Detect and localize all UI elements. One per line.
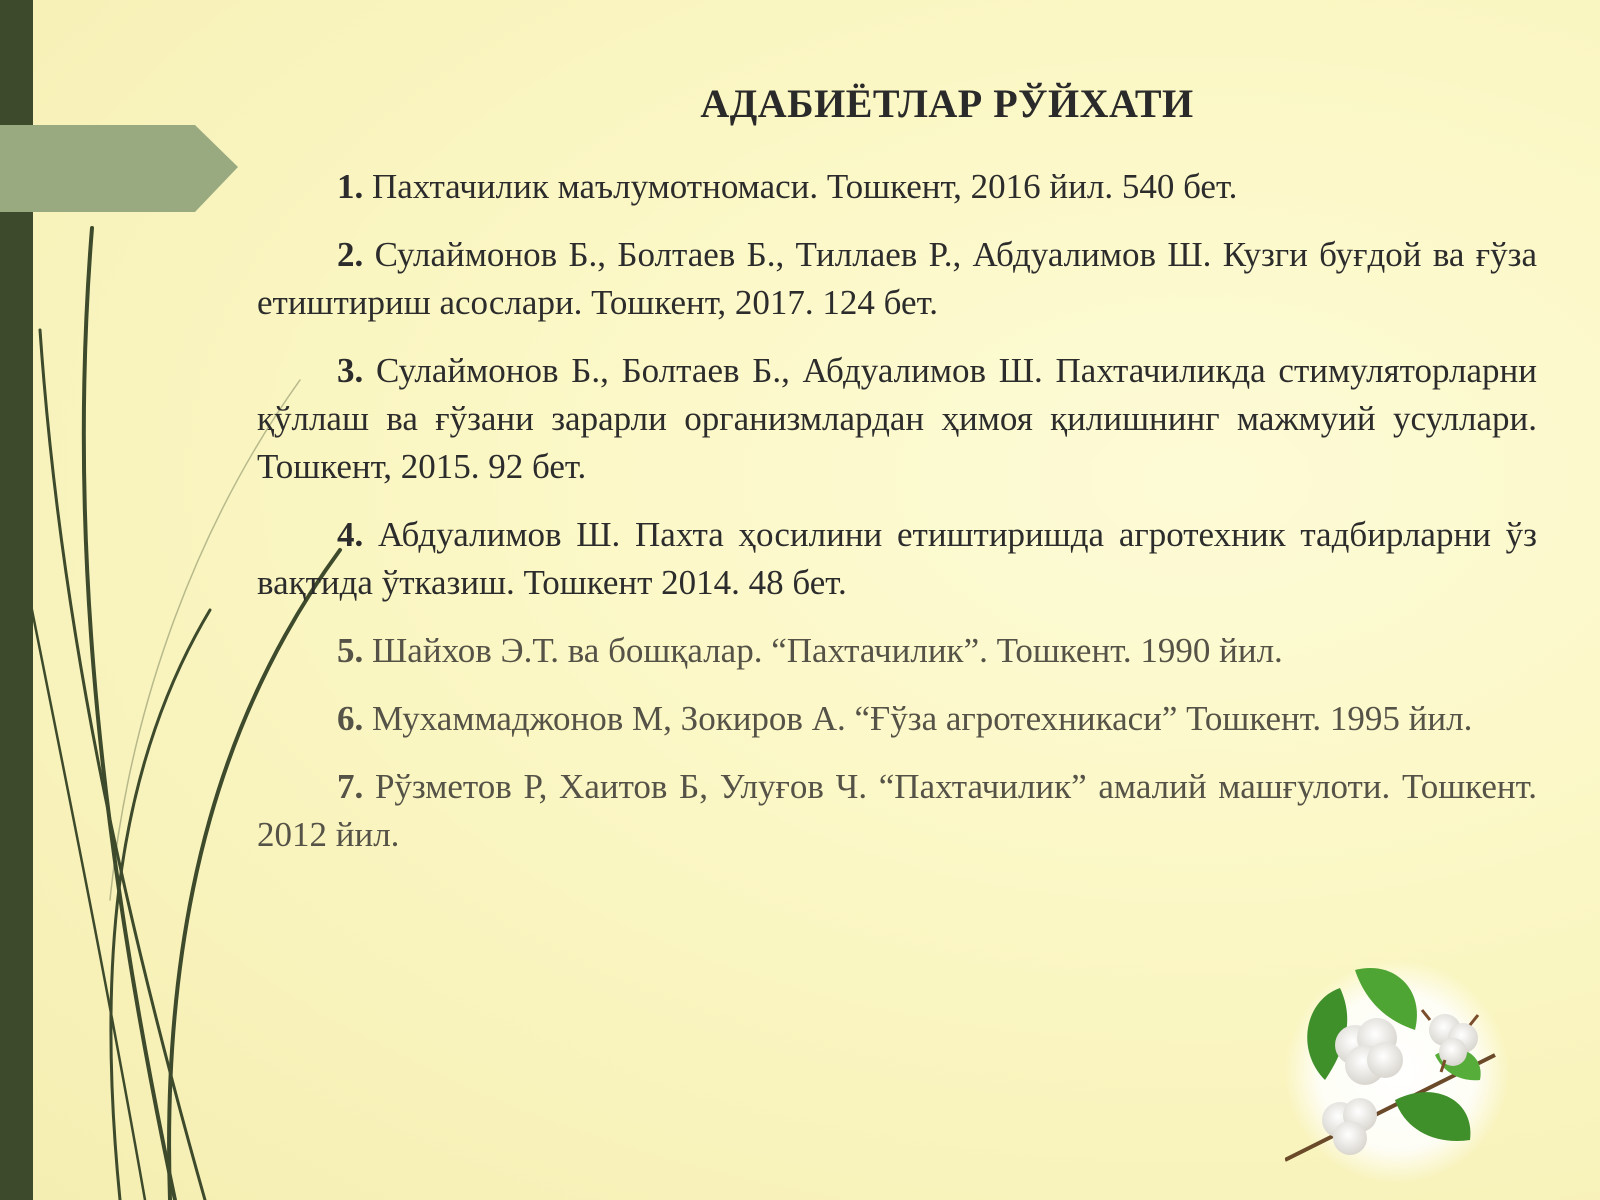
reference-number: 1. [337, 167, 364, 206]
reference-number: 4. [337, 515, 364, 554]
reference-item-2 [257, 231, 1537, 327]
reference-text: Шайхов Э.Т. ва бошқалар. “Пахтачилик”. Тошкент. 1990 йил. [363, 631, 1283, 670]
reference-number: 2. [337, 235, 364, 274]
cotton-branch-icon [1285, 960, 1515, 1190]
reference-item-3 [257, 347, 1537, 491]
reference-number: 7. [337, 767, 364, 806]
reference-text: Мухаммаджонов М, Зокиров А. “Ғўза агротехникаси” Тошкент. 1995 йил. [363, 699, 1473, 738]
reference-number: 5. [337, 631, 364, 670]
reference-text: Сулаймонов Б., Болтаев Б., Тиллаев Р., Абдуалимов Ш. Кузги буғдой ва ғўза етиштириш асослари. Тошкент, 2017. 124 бет. [257, 235, 1537, 322]
reference-text: Пахтачилик маълумотномаси. Тошкент, 2016 йил. 540 бет. [363, 167, 1238, 206]
page-title: АДАБИЁТЛАР РЎЙХАТИ [700, 81, 1194, 126]
reference-item-5 [257, 627, 1537, 675]
reference-item-1 [257, 163, 1537, 211]
reference-text: Рўзметов Р, Хаитов Б, Улуғов Ч. “Пахтачилик” амалий машғулоти. Тошкент. 2012 йил. [257, 767, 1537, 854]
reference-item-4 [257, 511, 1537, 607]
reference-item-6 [257, 695, 1537, 743]
reference-text: Абдуалимов Ш. Пахта ҳосилини етиштиришда агротехник тадбирларни ўз вақтида ўтказиш. Тошкент 2014. 48 бет. [257, 515, 1537, 602]
reference-number: 3. [337, 351, 364, 390]
reference-item-7 [257, 763, 1537, 859]
reference-number: 6. [337, 699, 364, 738]
reference-text: Сулаймонов Б., Болтаев Б., Абдуалимов Ш. Пахтачиликда стимуляторларни қўллаш ва ғўзани зарарли организмлардан ҳимоя қилишнинг мажмуий усуллари. Тошкент, 2015. 92 бет. [257, 351, 1537, 486]
references-slide [257, 80, 1537, 879]
